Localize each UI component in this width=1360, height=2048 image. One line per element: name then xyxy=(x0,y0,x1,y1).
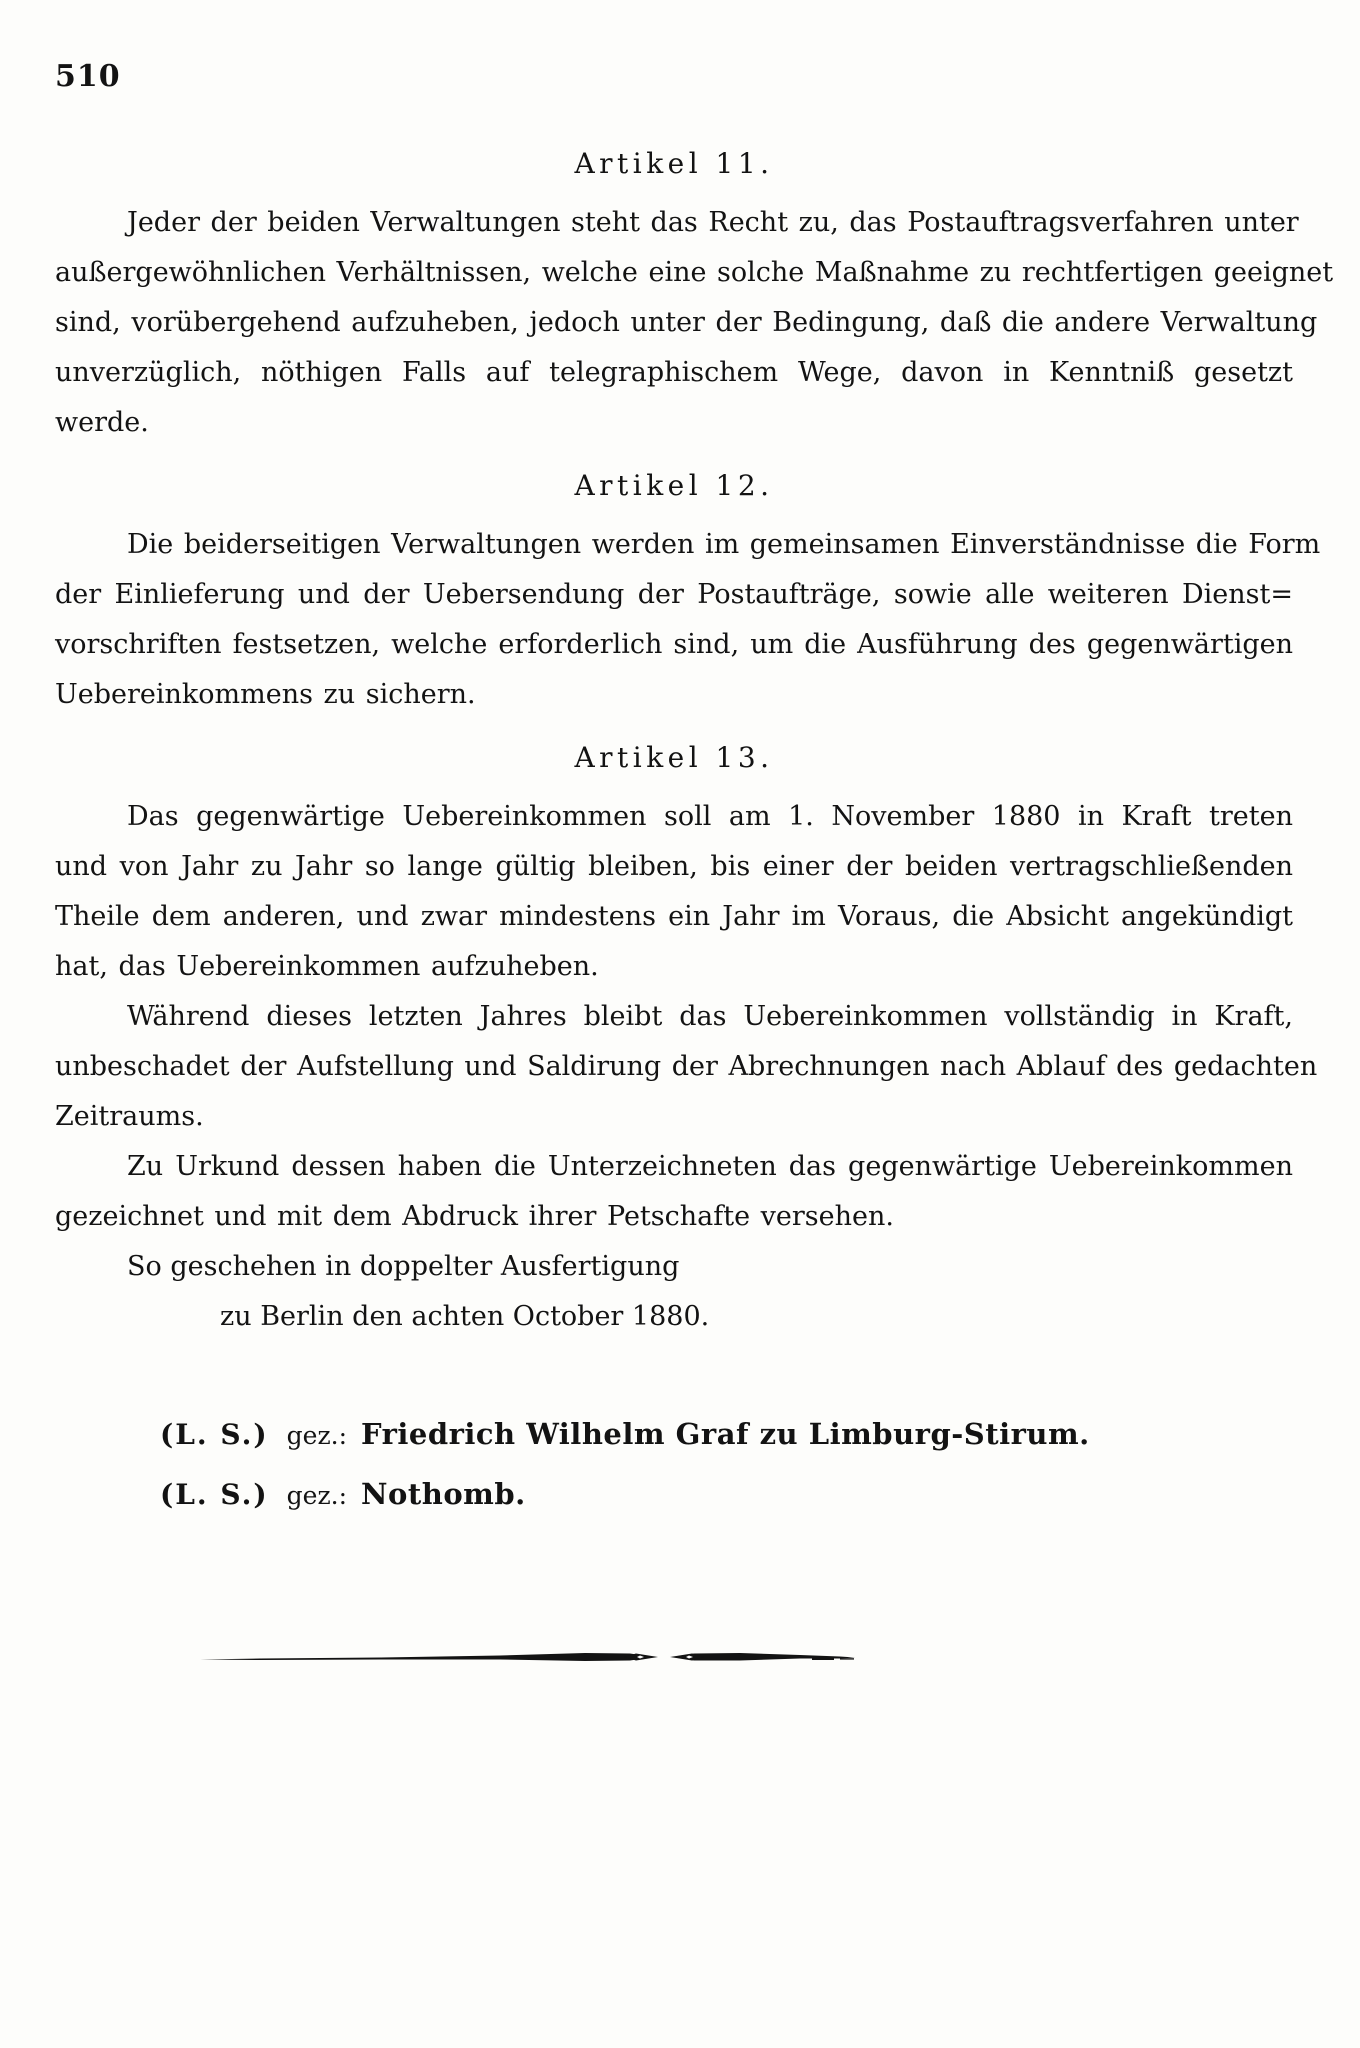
seal-label: (L. S.) xyxy=(160,1418,269,1451)
paragraph-line: Jeder der beiden Verwaltungen steht das Recht zu, das Postauftragsverfahren unter xyxy=(127,207,1299,238)
divider-rule-icon xyxy=(200,1646,860,1668)
article-12-paragraph xyxy=(55,520,1321,720)
article-13-heading: Artikel 13. xyxy=(574,741,774,774)
paragraph-line: Uebereinkommens zu sichern. xyxy=(55,679,476,710)
paragraph-line: Zeitraums. xyxy=(55,1101,204,1132)
paragraph-line: Das gegenwärtige Uebereinkommen soll am 1. November 1880 in Kraft treten xyxy=(127,801,1293,832)
paragraph-line: und von Jahr zu Jahr so lange gültig bleiben, bis einer der beiden vertragschließenden xyxy=(55,851,1293,882)
article-13-paragraph-2 xyxy=(55,992,1318,1142)
article-13-paragraph-1 xyxy=(55,792,1293,992)
paragraph-line: der Einlieferung und der Uebersendung der Postaufträge, sowie alle weiteren Dienst= xyxy=(55,579,1293,610)
article-13-paragraph-3 xyxy=(55,1142,1293,1242)
signed-abbreviation: gez.: xyxy=(286,1481,347,1510)
article-11-paragraph xyxy=(55,198,1334,448)
paragraph-line: hat, das Uebereinkommen aufzuheben. xyxy=(55,951,599,982)
signature-block xyxy=(160,1412,1293,1518)
paragraph-line: vorschriften festsetzen, welche erforderlich sind, um die Ausführung des gegenwärtigen xyxy=(55,629,1293,660)
paragraph-line: sind, vorübergehend aufzuheben, jedoch unter der Bedingung, daß die andere Verwaltung xyxy=(55,307,1318,338)
paragraph-line: Theile dem anderen, und zwar mindestens ein Jahr im Voraus, die Absicht angekündigt xyxy=(55,901,1293,932)
signature-row xyxy=(160,1412,1293,1458)
article-12-heading: Artikel 12. xyxy=(574,469,774,502)
paragraph-line: Während dieses letzten Jahres bleibt das Uebereinkommen vollständig in Kraft, xyxy=(127,1001,1293,1032)
paragraph-line: gezeichnet und mit dem Abdruck ihrer Petschafte versehen. xyxy=(55,1201,894,1232)
paragraph-line: Die beiderseitigen Verwaltungen werden im gemeinsamen Einverständnisse die Form xyxy=(127,529,1321,560)
page-number: 510 xyxy=(55,59,121,94)
paragraph-line: Zu Urkund dessen haben die Unterzeichneten das gegenwärtige Uebereinkommen xyxy=(127,1151,1293,1182)
signature-row xyxy=(160,1472,1293,1518)
closing-line-place-date: zu Berlin den achten October 1880. xyxy=(220,1301,710,1332)
signature-name: Friedrich Wilhelm Graf zu Limburg-Stirum. xyxy=(361,1417,1090,1451)
article-11-heading: Artikel 11. xyxy=(574,147,774,180)
ornamental-divider xyxy=(200,1646,860,1668)
signed-abbreviation: gez.: xyxy=(286,1421,347,1450)
paragraph-line: außergewöhnlichen Verhältnissen, welche eine solche Maßnahme zu rechtfertigen geeignet xyxy=(55,257,1334,288)
signature-name: Nothomb. xyxy=(361,1477,526,1511)
closing-line-execution: So geschehen in doppelter Ausfertigung xyxy=(127,1251,680,1282)
seal-label: (L. S.) xyxy=(160,1478,269,1511)
paragraph-line: unverzüglich, nöthigen Falls auf telegraphischem Wege, davon in Kenntniß gesetzt werde. xyxy=(55,357,1293,438)
paragraph-line: unbeschadet der Aufstellung und Saldirung der Abrechnungen nach Ablauf des gedachten xyxy=(55,1051,1318,1082)
